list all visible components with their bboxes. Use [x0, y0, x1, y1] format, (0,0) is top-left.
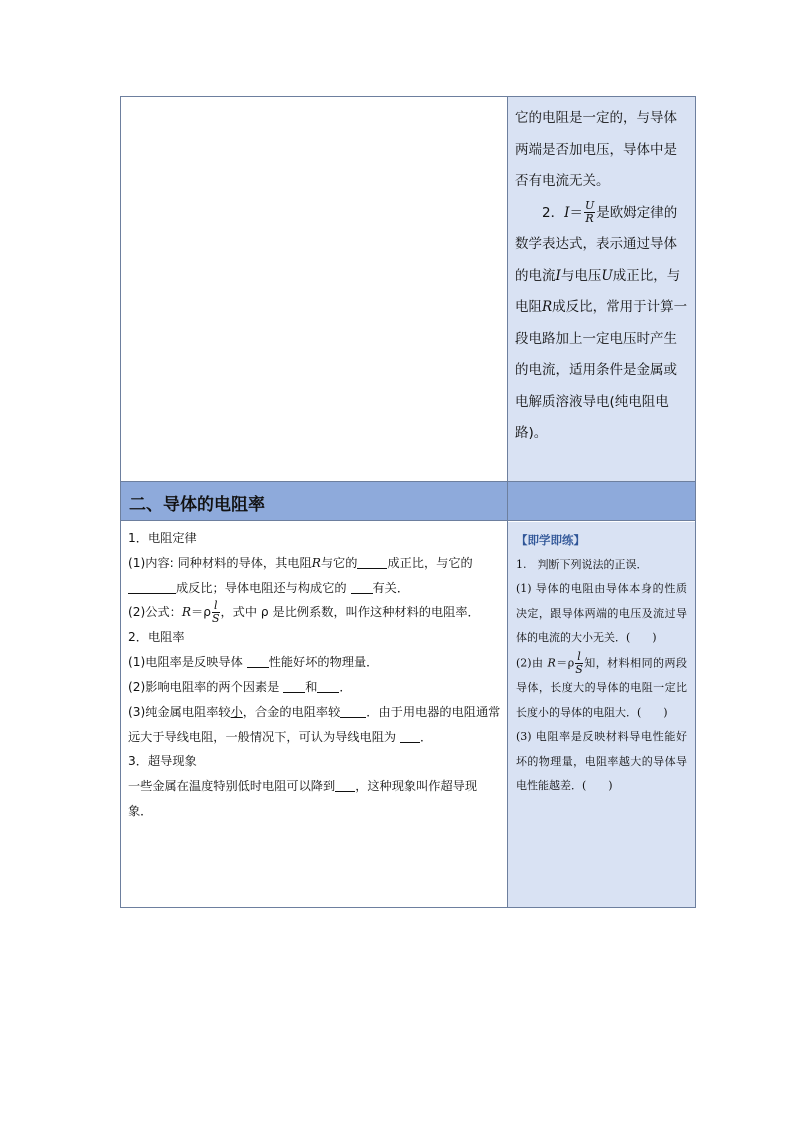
blank [247, 654, 269, 668]
blank [283, 679, 305, 693]
practice-item-1: (1) 导体的电阻由导体本身的性质决定，跟导体两端的电压及流过导体的电流的大小无关．( ) [516, 582, 687, 645]
practice-title: 【即学即练】 [516, 533, 585, 547]
blank [357, 555, 387, 569]
resistivity-factors: (2)影响电阻率的两个因素是 和 ． [128, 679, 352, 694]
heading-resistance-law: 1．电阻定律 [128, 531, 197, 545]
note-paragraph-1: 它的电阻是一定的，与导体两端是否加电压，导体中是否有电流无关。 [515, 110, 677, 189]
law-formula: (2)公式：R＝ρ $\frac{l}{S}$ ，式中 ρ 是比例系数，叫作这种材料的电阻率． [128, 599, 480, 626]
heading-superconductivity: 3．超导现象 [128, 754, 197, 769]
section-header [121, 481, 695, 521]
blank [317, 679, 339, 693]
blank [128, 580, 176, 594]
resistivity-def: (1)电阻率是反映导体 性能好坏的物理量． [128, 655, 379, 670]
section-title: 二、导体的电阻率 [129, 495, 265, 515]
law-content: (1)内容: 同种材料的导体，其电阻R与它的 成正比，与它的成反比；导体电阻还与构成它的 有关． [128, 555, 473, 595]
heading-resistivity: 2．电阻率 [128, 630, 185, 645]
notes-cell-top [508, 97, 695, 481]
practice-item-3: (3) 电阻率是反映材料导电性能好坏的物理量，电阻率越大的导体导电性能越差．( ) [516, 730, 687, 793]
content-table [120, 96, 696, 908]
practice-fraction: $\frac{l}{S}$ [575, 649, 583, 676]
superconductivity-text: 一些金属在温度特别低时电阻可以降到 ，这种现象叫作超导现象． [128, 779, 478, 818]
ohm-fraction: $\frac{U}{R}$ [584, 199, 595, 225]
practice-question: 1. 判断下列说法的正误． [516, 557, 648, 571]
blank [335, 778, 355, 792]
knowledge-cell [121, 522, 507, 907]
blank [351, 580, 373, 594]
header-divider [507, 482, 508, 520]
blank [400, 729, 420, 743]
practice-item-2: (2)由 R＝ρ $\frac{l}{S}$ 知，材料相同的两段导体，长度大的导体的电阻一定比长度小的导体的电阻大．( ) [516, 649, 688, 719]
formula-fraction: $\frac{l}{S}$ [211, 599, 220, 626]
blank [340, 704, 366, 718]
practice-cell [508, 522, 695, 907]
note-paragraph-2: 2．I＝ $\frac{U}{R}$ 是欧姆定律的数学表达式，表示通过导体的电流I与电压U成正比，与电阻R成反比，常用于计算一段电路加上一定电压时产生的电流，适用条件是金属或电解质溶液导电(纯电阻电路)。 [515, 199, 688, 441]
resistivity-compare: (3)纯金属电阻率较小，合金的电阻率较 ．由于用电器的电阻通常远大于导线电阻，一般情况下，可认为导线电阻为 ． [128, 704, 501, 744]
